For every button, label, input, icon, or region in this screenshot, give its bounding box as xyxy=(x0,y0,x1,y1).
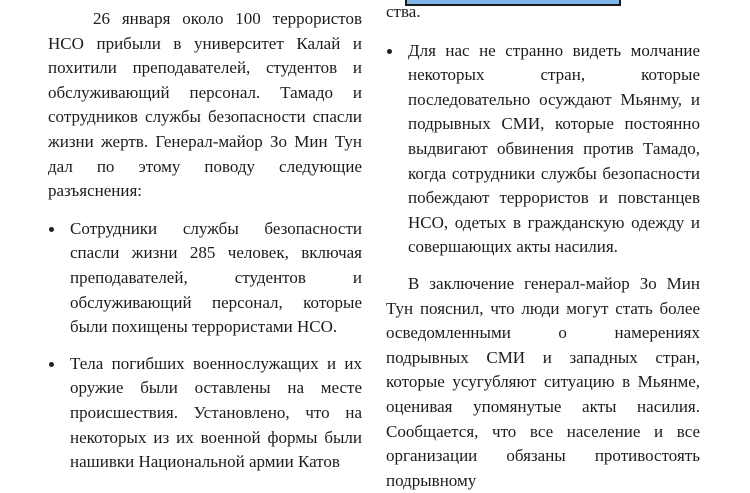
list-item xyxy=(48,352,362,475)
list-item xyxy=(48,217,362,340)
list-item xyxy=(386,39,700,260)
left-column xyxy=(48,0,362,475)
bullet-text: Сотрудники службы безопасности спасли жизни 285 человек, включая преподавателей, студентов и обслуживающий персонал, которые были похищены террористами НСО. xyxy=(70,218,362,337)
left-bullet-list xyxy=(48,217,362,475)
conclusion-paragraph: В заключение генерал-майор Зо Мин Тун пояснил, что люди могут стать более осведомленными о намерениях подрывных СМИ и западных стран, которые усугубляют ситуацию в Мьянме, оценивая упомянутые акты насилия. Сообщается, что все население и все организации обязаны противостоять подрывному xyxy=(386,273,700,490)
bullet-text: Тела погибших военнослужащих и их оружие были оставлены на месте происшествия. Установлено, что на некоторых из их военной формы были нашивки Национальной армии Катов xyxy=(70,353,362,472)
right-column xyxy=(386,0,700,493)
bullet-text: Для нас не странно видеть молчание некоторых стран, которые последовательно осуждают Мьянму, и подрывных СМИ, которые постоянно выдвигают обвинения против Тамадо, когда сотрудники службы безопасности побеждают террористов и повстанцев НСО, одетых в гражданскую одежду и совершающих акты насилия. xyxy=(408,40,700,257)
continued-text: ства. xyxy=(386,2,421,21)
lead-paragraph: 26 января около 100 террористов НСО прибыли в университет Калай и похитили преподавателей, студентов и обслуживающий персонал. Тамадо и сотрудников службы безопасности спасли жизни жертв. Генерал-майор Зо Мин Тун дал по этому поводу следующие разъяснения: xyxy=(48,9,362,201)
right-bullet-list xyxy=(386,39,700,260)
